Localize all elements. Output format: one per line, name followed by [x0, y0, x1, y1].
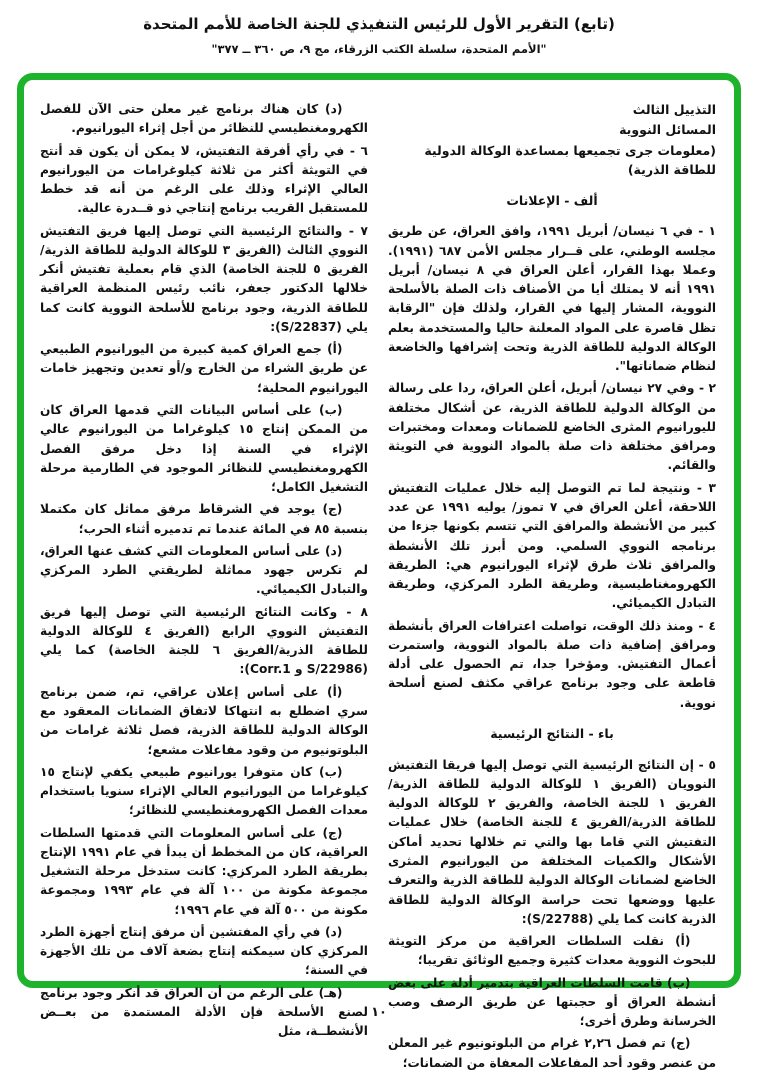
subitem-5-b: (ب) قامت السلطات العراقية بتدمير أدلة على بعض أنشطة العراق أو حجبتها عن طريق الرصف وصب الخرسانة وطرق أخرى؛ [388, 975, 716, 1029]
paragraph-4: ٤ - ومنذ ذلك الوقت، تواصلت اعترافات العراق بأنشطة ومرافق إضافية ذات صلة بالمواد النووية، واستمرت أعمال التفتيش. ومؤخرا جدا، تم الحصول على أدلة قاطعة على وجود برنامج عراقي مكثف لصنع أسلحة نووية. [388, 618, 716, 710]
subitem-5-d: (د) كان هناك برنامج غير معلن حتى الآن للفصل الكهرومغنطيسي للنظائر من أجل إثراء اليورانيوم. [40, 102, 368, 136]
subitem-5-c: (ج) تم فصل ٢,٢٦ غرام من البلوتونيوم غير المعلن من عنصر وقود أحد المفاعلات المعفاة من الضمانات؛ [388, 1036, 716, 1070]
paragraph-2: ٢ - وفي ٢٧ نيسان/ أبريل، أعلن العراق، ردا على رسالة من الوكالة الدولية للطاقة الذرية، عن أشكال مختلفة لليورانيوم المثرى الخاضع للضمانات ومعدات ومختبرات ومرافق مختلفة ذات صلة بالمواد النووية في التويثة والقائم. [388, 381, 716, 473]
subitem-8-e: (هـ) على الرغم من أن العراق قد أنكر وجود برنامج لصنع الأسلحة فإن الأدلة المستمدة من بعــض الأنشطــة، مثل [40, 985, 368, 1039]
paragraph-5: ٥ - إن النتائج الرئيسية التي توصل إليها فريقا التفتيش النوويان (الفريق ١ للوكالة الدولية للطاقة الذرية/ الفريق ١ للجنة الخاصة، والفريق ٢ للوكالة الدولية للطاقة الذرية/الفريق ٤ للجنة الخاصة) خلال عمليات التفتيش التي قاما بها والتي تم خلالها تحديد أماكن الأشكال والكميات المختلفة من اليورانيوم المثرى الخاضع لضمانات الوكالة الدولية للطاقة الذرية والتعرف عليها ووضعها تحت حراسة الوكالة الدولية للطاقة الذرية كانت كما يلي (S/22788): [388, 757, 716, 926]
page-number: ١٠ [371, 1005, 387, 1020]
paragraph-6: ٦ - في رأي أفرقة التفتيش، لا يمكن أن يكون قد أنتج في التويثة أكثر من ثلاثة كيلوغرامات من اليورانيوم العالي الإثراء وذلك على الرغم من أنه قد خطط للمستقبل القريب برنامج إنتاجي ذو قــدرة عالية. [40, 143, 368, 216]
document-title: (تابع) التقرير الأول للرئيس التنفيذي للجنة الخاصة للأمم المتحدة [143, 15, 615, 33]
subitem-7-c: (ج) يوجد في الشرقاط مرفق مماثل كان مكتملا بنسبة ٨٥ في المائة عندما تم تدميره أثناء الحرب؛ [40, 502, 368, 536]
paragraph-1: ١ - في ٦ نيسان/ أبريل ١٩٩١، وافق العراق، عن طريق مجلسه الوطني، على قــرار مجلس الأمن ٦٨٧ (١٩٩١). وعملا بهذا القرار، أعلن العراق في ٨ نيسان/ أبريل ١٩٩١ أنه لا يمتلك أيا من الأصناف ذات الصلة بالأسلحة النووية، المشار إليها في القرار، ولذلك فإن "الرقابة تظل قاصرة على المواد المعلنة حاليا والمستخدمة بعلم الوكالة الدولية للطاقة الذرية وتحت إشرافها والخاضعة لنظام ضماناتها". [388, 224, 716, 374]
subitem-8-d: (د) في رأي المفتشين أن مرفق إنتاج أجهزة الطرد المركزي كان سيمكنه إنتاج بضعة آلاف من تلك الأجهزة في السنة؛ [40, 924, 368, 978]
subitem-8-a: (أ) على أساس إعلان عراقي، تم، ضمن برنامج سري اضطلع به انتهاكا لاتفاق الضمانات المعقود مع الوكالة الدولية للطاقة الذرية، فصل ثلاثة غرامات من البلوتونيوم من وقود مفاعلات مشعع؛ [40, 684, 368, 757]
subject-heading: المسائل النووية [619, 122, 716, 138]
subitem-7-d: (د) على أساس المعلومات التي كشف عنها العراق، لم تكرس جهود مماثلة لطريقتي الطرد المركزي والتبادل الكيميائي. [40, 543, 368, 597]
document-subtitle: "الأمم المتحدة، سلسلة الكتب الزرقاء، مج ٩، ص ٣٦٠ ــ ٣٧٧" [211, 42, 547, 56]
subitem-7-a: (أ) جمع العراق كمية كبيرة من اليورانيوم الطبيعي عن طريق الشراء من الخارج و/أو تعدين وتجهيز خامات اليورانيوم المحلية؛ [40, 342, 368, 395]
subitem-7-b: (ب) على أساس البيانات التي قدمها العراق كان من الممكن إنتاج ١٥ كيلوغراما من اليورانيوم عالي الإثراء في السنة إذا دخل مرفق الفصل الكهرومغنطيسي للنظائر الموجود في الطارمية مرحلة التشغيل الكامل؛ [40, 402, 369, 495]
subitem-8-b: (ب) كان متوفرا يورانيوم طبيعي يكفي لإنتاج ١٥ كيلوغراما من اليورانيوم العالي الإثراء سنويا باستخدام معدات الفصل الكهرومغنطيسي للنظائر؛ [40, 764, 368, 818]
subitem-8-c: (ج) على أساس المعلومات التي قدمتها السلطات العراقية، كان من المخطط أن يبدأ في عام ١٩٩١ الإنتاج بطريقة الطرد المركزي: كانت ستدخل مرحلة التشغيل مجموعة مكونة من ١٠٠ آلة في عام ١٩٩٣ ومجموعة مكونة من ٥٠٠ آلة في عام ١٩٩٦؛ [40, 825, 369, 917]
section-heading-alef: ألف - الإعلانات [506, 192, 598, 208]
note-heading: (معلومات جرى تجميعها بمساعدة الوكالة الدولية للطاقة الذرية) [424, 142, 716, 178]
column-right [388, 100, 716, 1070]
paragraph-7: ٧ - والنتائج الرئيسية التي توصل إليها فريق التفتيش النووي الثالث (الفريق ٣ للوكالة الدولية للطاقة الذرية/الفريق ٥ للجنة الخاصة) الذي قام بعملية تفتيش أنكر خلالها الدكتور جعفر، نائب رئيس المنظمة العراقية للطاقة الذرية، وجود برنامج للأسلحة النووية كانت كما يلي (S/22837): [40, 223, 368, 334]
paragraph-8: ٨ - وكانت النتائج الرئيسية التي توصل إليها فريق التفتيش النووي الرابع (الفريق ٤ للوكالة الدولية للطاقة الذرية/الفريق ٦ للجنة الخاصة) كما يلي (S/22986 و Corr.1): [40, 604, 369, 677]
column-left [40, 100, 369, 1039]
two-column-layout [40, 100, 716, 1070]
document-header [0, 0, 758, 56]
paragraph-3: ٣ - ونتيجة لما تم التوصل إليه خلال عمليات التفتيش اللاحقة، أعلن العراق في ٧ تموز/ يوليه ١٩٩١ عن عدد كبير من الأنشطة والمرافق التي تتسم بكونها جزءا من برنامجه النووي السلمي. ومن أبرز تلك الأنشطة والمرافق ثلاث طرق لإثراء اليورانيوم هي: الطريقة الكهرومغناطيسية، وطريقة الطرد المركزي، وطريقة التبادل الكيميائي. [388, 480, 716, 611]
subitem-5-a: (أ) نقلت السلطات العراقية من مركز التويثة للبحوث النووية معدات كثيرة وجميع الوثائق تقريبا؛ [388, 934, 716, 968]
appendix-heading: التذييل الثالث [632, 102, 716, 117]
section-heading-baa: باء - النتائج الرئيسية [490, 725, 614, 741]
green-border-frame [17, 73, 741, 1070]
